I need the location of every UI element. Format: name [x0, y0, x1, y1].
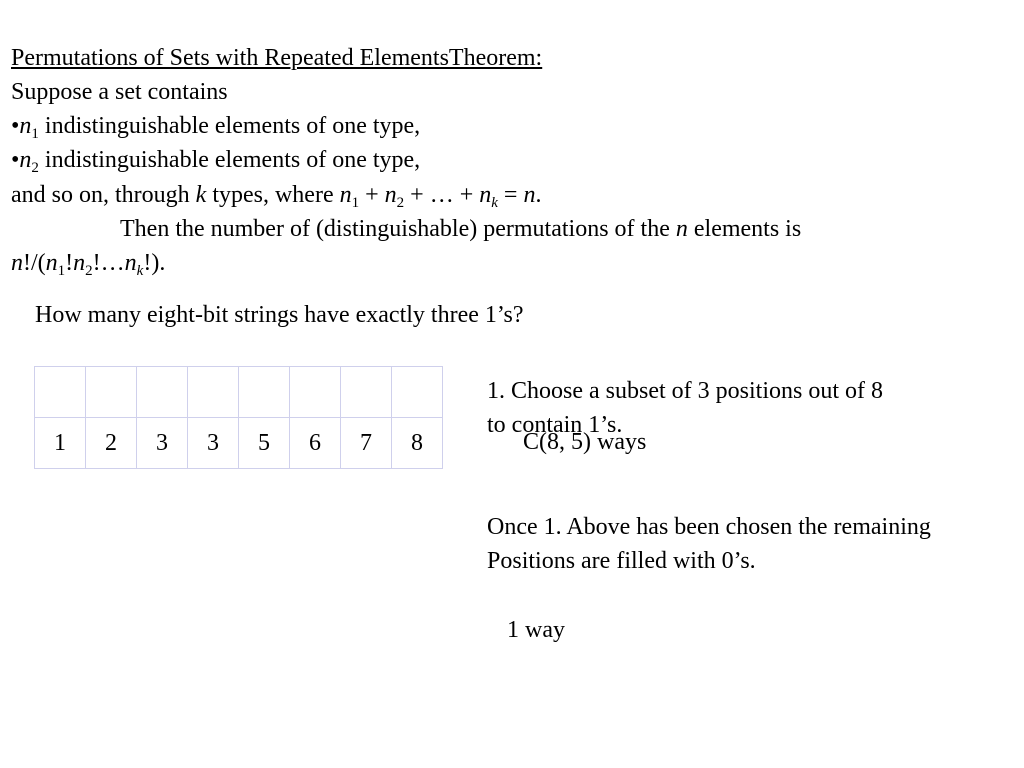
- table-cell: 3: [188, 418, 239, 469]
- line5-a: and so on, through: [11, 182, 196, 208]
- table-cell: 1: [35, 418, 86, 469]
- table-cell: [239, 367, 290, 418]
- table-cell: [86, 367, 137, 418]
- formula: [11, 246, 165, 280]
- bullet-glyph: •: [11, 147, 20, 173]
- subscript-2: 2: [85, 263, 93, 279]
- one-way-text: 1 way: [507, 617, 565, 643]
- table-row-empty: [35, 367, 443, 418]
- subscript-1: 1: [351, 195, 360, 211]
- plus-sign: +: [359, 182, 385, 208]
- formula-b: !: [65, 250, 74, 276]
- table-cell: 3: [137, 418, 188, 469]
- table-cell: [137, 367, 188, 418]
- table-cell: 2: [86, 418, 137, 469]
- table-cell: [392, 367, 443, 418]
- subscript-1: 1: [57, 263, 66, 279]
- slide-title: Permutations of Sets with Repeated ElementsTheorem:: [11, 45, 543, 71]
- subscript-k: [491, 195, 498, 211]
- table-cell: 8: [392, 418, 443, 469]
- var-n: n: [45, 250, 58, 276]
- bullet1-text: indistinguishable elements of one type,: [38, 113, 421, 139]
- formula-c: !…: [92, 250, 125, 276]
- line6-b: elements is: [687, 216, 802, 242]
- once-line1: Once 1. Above has been chosen the remaining: [487, 514, 931, 540]
- line6-a: Then the number of (distinguishable) permutations of the: [120, 216, 676, 242]
- table-cell: [35, 367, 86, 418]
- table-cell: [188, 367, 239, 418]
- var-n: n: [675, 216, 688, 242]
- var-k: k: [491, 195, 498, 211]
- bullet2-text: indistinguishable elements of one type,: [38, 147, 421, 173]
- types-sum-line: [11, 178, 541, 212]
- equals-sign: =: [497, 182, 524, 208]
- period: .: [535, 182, 542, 208]
- theorem-conclusion: [120, 212, 801, 246]
- var-k: k: [195, 182, 207, 208]
- once-line2: Positions are filled with 0’s.: [487, 548, 756, 574]
- subscript-1: 1: [31, 126, 39, 142]
- var-n: n: [124, 250, 137, 276]
- var-k: k: [136, 263, 144, 279]
- table-cell: 7: [341, 418, 392, 469]
- table-cell: 5: [239, 418, 290, 469]
- var-n: n: [479, 182, 492, 208]
- table-row-positions: [35, 418, 443, 469]
- var-n: n: [73, 250, 86, 276]
- dots-plus: + … +: [404, 182, 480, 208]
- step1-line1: 1. Choose a subset of 3 positions out of 8: [487, 378, 883, 404]
- intro-text: Suppose a set contains: [11, 79, 228, 105]
- formula-a: !/(: [23, 250, 46, 276]
- bullet-n2: [11, 143, 420, 177]
- step1-ways: C(8, 5) ways: [523, 429, 647, 455]
- bullet-n1: [11, 109, 420, 143]
- table-cell: [341, 367, 392, 418]
- subscript-2: 2: [31, 160, 39, 176]
- line5-b: types, where: [206, 182, 340, 208]
- var-n: n: [19, 147, 32, 173]
- formula-d: !).: [143, 250, 166, 276]
- question-text: How many eight-bit strings have exactly three 1’s?: [35, 302, 524, 328]
- table-cell: [290, 367, 341, 418]
- subscript-2: 2: [396, 195, 405, 211]
- var-n: n: [523, 182, 536, 208]
- bullet-glyph: •: [11, 113, 20, 139]
- var-n: n: [11, 250, 23, 276]
- var-n: n: [339, 182, 352, 208]
- var-n: n: [384, 182, 397, 208]
- step1-line2: to contain 1’s.: [487, 412, 623, 438]
- var-n: n: [19, 113, 32, 139]
- bit-positions-table: [34, 366, 443, 469]
- table-cell: 6: [290, 418, 341, 469]
